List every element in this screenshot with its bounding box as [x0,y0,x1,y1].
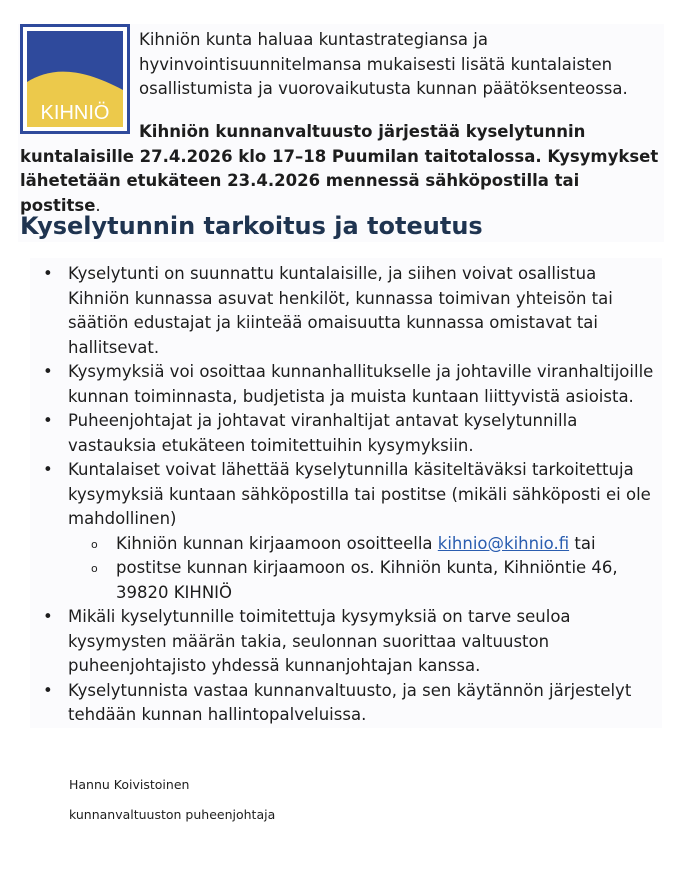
list-item: • Kysymyksiä voi osoittaa kunnanhallitukselle ja johtaville viranhaltijoille kunnan toiminnasta, budjetista ja muista kuntaan liittyvistä asioista. [20,360,662,409]
list-item-submission [20,458,662,605]
info-list [20,262,662,728]
list-item: • Mikäli kyselytunnille toimitettuja kysymyksiä on tarve seuloa kysymysten määrän takia, seulonnan suorittaa valtuuston puheenjohtajisto yhdessä kunnanjohtajan kanssa. [20,605,662,679]
announcement-text: Kihniön kunnanvaltuusto järjestää kyselytunnin kuntalaisille 27.4.2026 klo 17–18 Puumilan taitotalossa. Kysymykset lähetetään etukäteen 23.4.2026 mennessä sähköpostilla tai postitse [20,122,659,215]
signature-name: Hannu Koivistoinen [69,777,190,792]
sublist-item-email [68,532,662,557]
email-link[interactable]: kihnio@kihnio.fi [437,533,570,553]
intro-text: Kihniön kunta haluaa kuntastrategiansa ja hyvinvointisuunnitelmansa mukaisesti lisätä kuntalaisten osallistumista ja vuorovaikutusta kunnan päätöksenteossa. [139,30,628,98]
sublist-item-post: o postitse kunnan kirjaamoon os. Kihniön kunta, Kihniöntie 46, 39820 KIHNIÖ [68,556,662,605]
list-item-text: Kuntalaiset voivat lähettää kyselytunnilla käsiteltäväksi tarkoitettuja kysymyksiä kuntaan sähköpostilla tai postitse (mikäli sähköposti ei ole mahdollinen) [68,460,651,528]
announcement-end: . [95,195,101,215]
logo-text: KIHNIÖ [40,102,110,124]
email-suffix: tai [574,533,596,553]
kihnio-logo [20,24,130,134]
email-prefix: Kihniön kunnan kirjaamoon osoitteella [116,533,433,553]
submission-sublist [68,532,662,606]
list-item: • Kyselytunti on suunnattu kuntalaisille, ja siihen voivat osallistua Kihniön kunnassa asuvat henkilöt, kunnassa toimivan yhteisön tai säätiön edustajat ja kiinteää omaisuutta kunnassa omistavat tai hallitsevat. [20,262,662,360]
announcement [20,120,662,218]
list-item: • Kyselytunnista vastaa kunnanvaltuusto, ja sen käytännön järjestelyt tehdään kunnan hallintopalveluissa. [20,679,662,728]
list-item: • Puheenjohtajat ja johtavat viranhaltijat antavat kyselytunnilla vastauksia etukäteen toimitettuihin kysymyksiin. [20,409,662,458]
signature-title: kunnanvaltuuston puheenjohtaja [69,807,276,822]
section-heading: Kyselytunnin tarkoitus ja toteutus [20,212,483,240]
